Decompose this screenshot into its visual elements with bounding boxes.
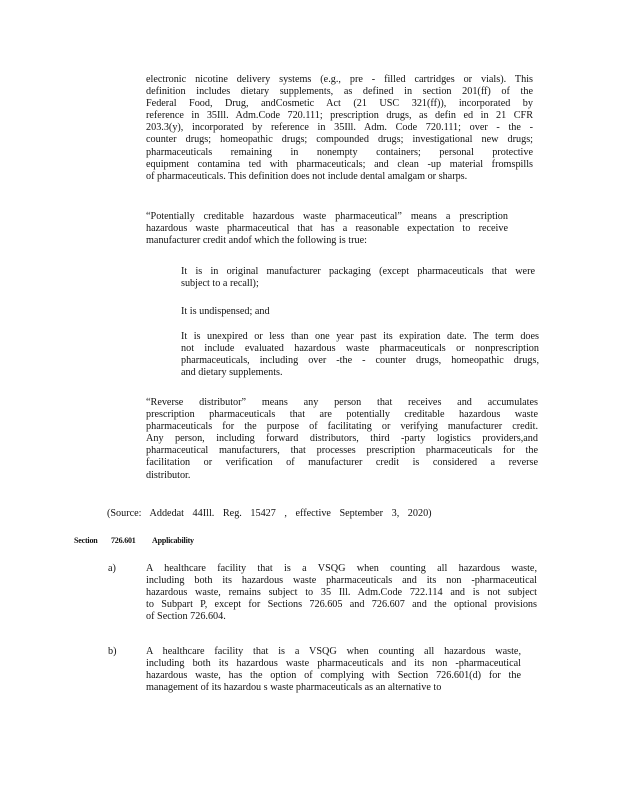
reverse-distributor-definition [146, 397, 538, 482]
text-line: to Subpart P, except for Sections 726.605 and 726.607 and the optional provisions [146, 599, 537, 611]
text-line: not include evaluated hazardous waste pharmaceuticals or nonprescription [181, 343, 539, 355]
potentially-creditable-definition [146, 211, 508, 247]
source-note: (Source: Addedat 44Ill. Reg. 15427 , effective September 3, 2020) [107, 508, 432, 519]
text-line: pharmaceuticals for the purpose of facilitating or verifying manufacturer credit. [146, 421, 538, 433]
subsection-a-label: a) [108, 563, 116, 574]
text-line: of pharmaceuticals. This definition does not include dental amalgam or sharps. [146, 170, 468, 182]
text-line: Federal Food, Drug, andCosmetic Act (21 USC 321(ff)), incorporated by [146, 98, 533, 110]
text-line: including both its hazardous waste pharmaceuticals and its non -pharmaceutical [146, 575, 537, 587]
section-number: 726.601 [111, 536, 136, 545]
text-line: facilitation or verification of manufacturer credit is considered a reverse [146, 457, 538, 469]
definition-tail-paragraph [146, 74, 533, 183]
text-line: pharmaceutical manufacturers, that processes prescription pharmaceuticals for the [146, 445, 538, 457]
text-line: pharmaceuticals remaining in nonempty containers; personal protective [146, 146, 533, 158]
text-line: reference in 35Ill. Adm.Code 720.111; prescription drugs, as defin ed in 21 CFR [146, 110, 533, 122]
text-line: It is undispensed; and [181, 306, 270, 317]
text-line: Any person, including forward distributors, third -party logistics providers,and [146, 433, 538, 445]
text-line: 203.3(y), incorporated by reference in 35Ill. Adm. Code 720.111; over - the - [146, 122, 533, 134]
text-line: distributor. [146, 469, 191, 481]
text-line: definition includes dietary supplements, as defined in section 201(ff) of the [146, 86, 533, 98]
text-line: “Potentially creditable hazardous waste pharmaceutical” means a prescription [146, 211, 508, 222]
text-line: hazardous waste, has the option of complying with Section 726.601(d) for the [146, 670, 521, 682]
text-line: prescription pharmaceuticals that are potentially creditable hazardous waste [146, 409, 538, 421]
text-line: “Reverse distributor” means any person that receives and accumulates [146, 397, 538, 408]
text-line: It is unexpired or less than one year past its expiration date. The term does [181, 331, 539, 342]
text-line: including both its hazardous waste pharmaceuticals and its non -pharmaceutical [146, 658, 521, 670]
subsection-b-text [146, 646, 521, 694]
text-line: manufacturer credit andof which the following is true: [146, 235, 367, 247]
text-line: subject to a recall); [181, 278, 259, 290]
text-line: It is in original manufacturer packaging (except pharmaceuticals that were [181, 266, 535, 277]
condition-undispensed [181, 306, 301, 318]
text-line: management of its hazardou s waste pharmaceuticals as an alternative to [146, 682, 442, 694]
text-line: A healthcare facility that is a VSQG when counting all hazardous waste, [146, 646, 521, 657]
text-line: hazardous waste pharmaceutical that has a reasonable expectation to receive [146, 223, 508, 235]
section-title: Applicability [152, 536, 194, 545]
text-line: equipment contamina ted with pharmaceuticals; and clean -up material fromspills [146, 158, 533, 170]
condition-original-packaging [181, 266, 535, 290]
text-line: pharmaceuticals, including over -the - counter drugs, homeopathic drugs, [181, 355, 539, 367]
condition-unexpired [181, 331, 539, 379]
text-line: counter drugs; homeopathic drugs; compounded drugs; investigational new drugs; [146, 134, 533, 146]
subsection-b-label: b) [108, 646, 117, 657]
text-line: hazardous waste, remains subject to 35 Ill. Adm.Code 722.114 and is not subject [146, 587, 537, 599]
subsection-a-text [146, 563, 537, 623]
text-line: and dietary supplements. [181, 367, 283, 379]
text-line: electronic nicotine delivery systems (e.g., pre - filled cartridges or vials). This [146, 74, 533, 85]
text-line: A healthcare facility that is a VSQG when counting all hazardous waste, [146, 563, 537, 574]
section-word: Section [74, 536, 98, 545]
text-line: of Section 726.604. [146, 611, 226, 623]
